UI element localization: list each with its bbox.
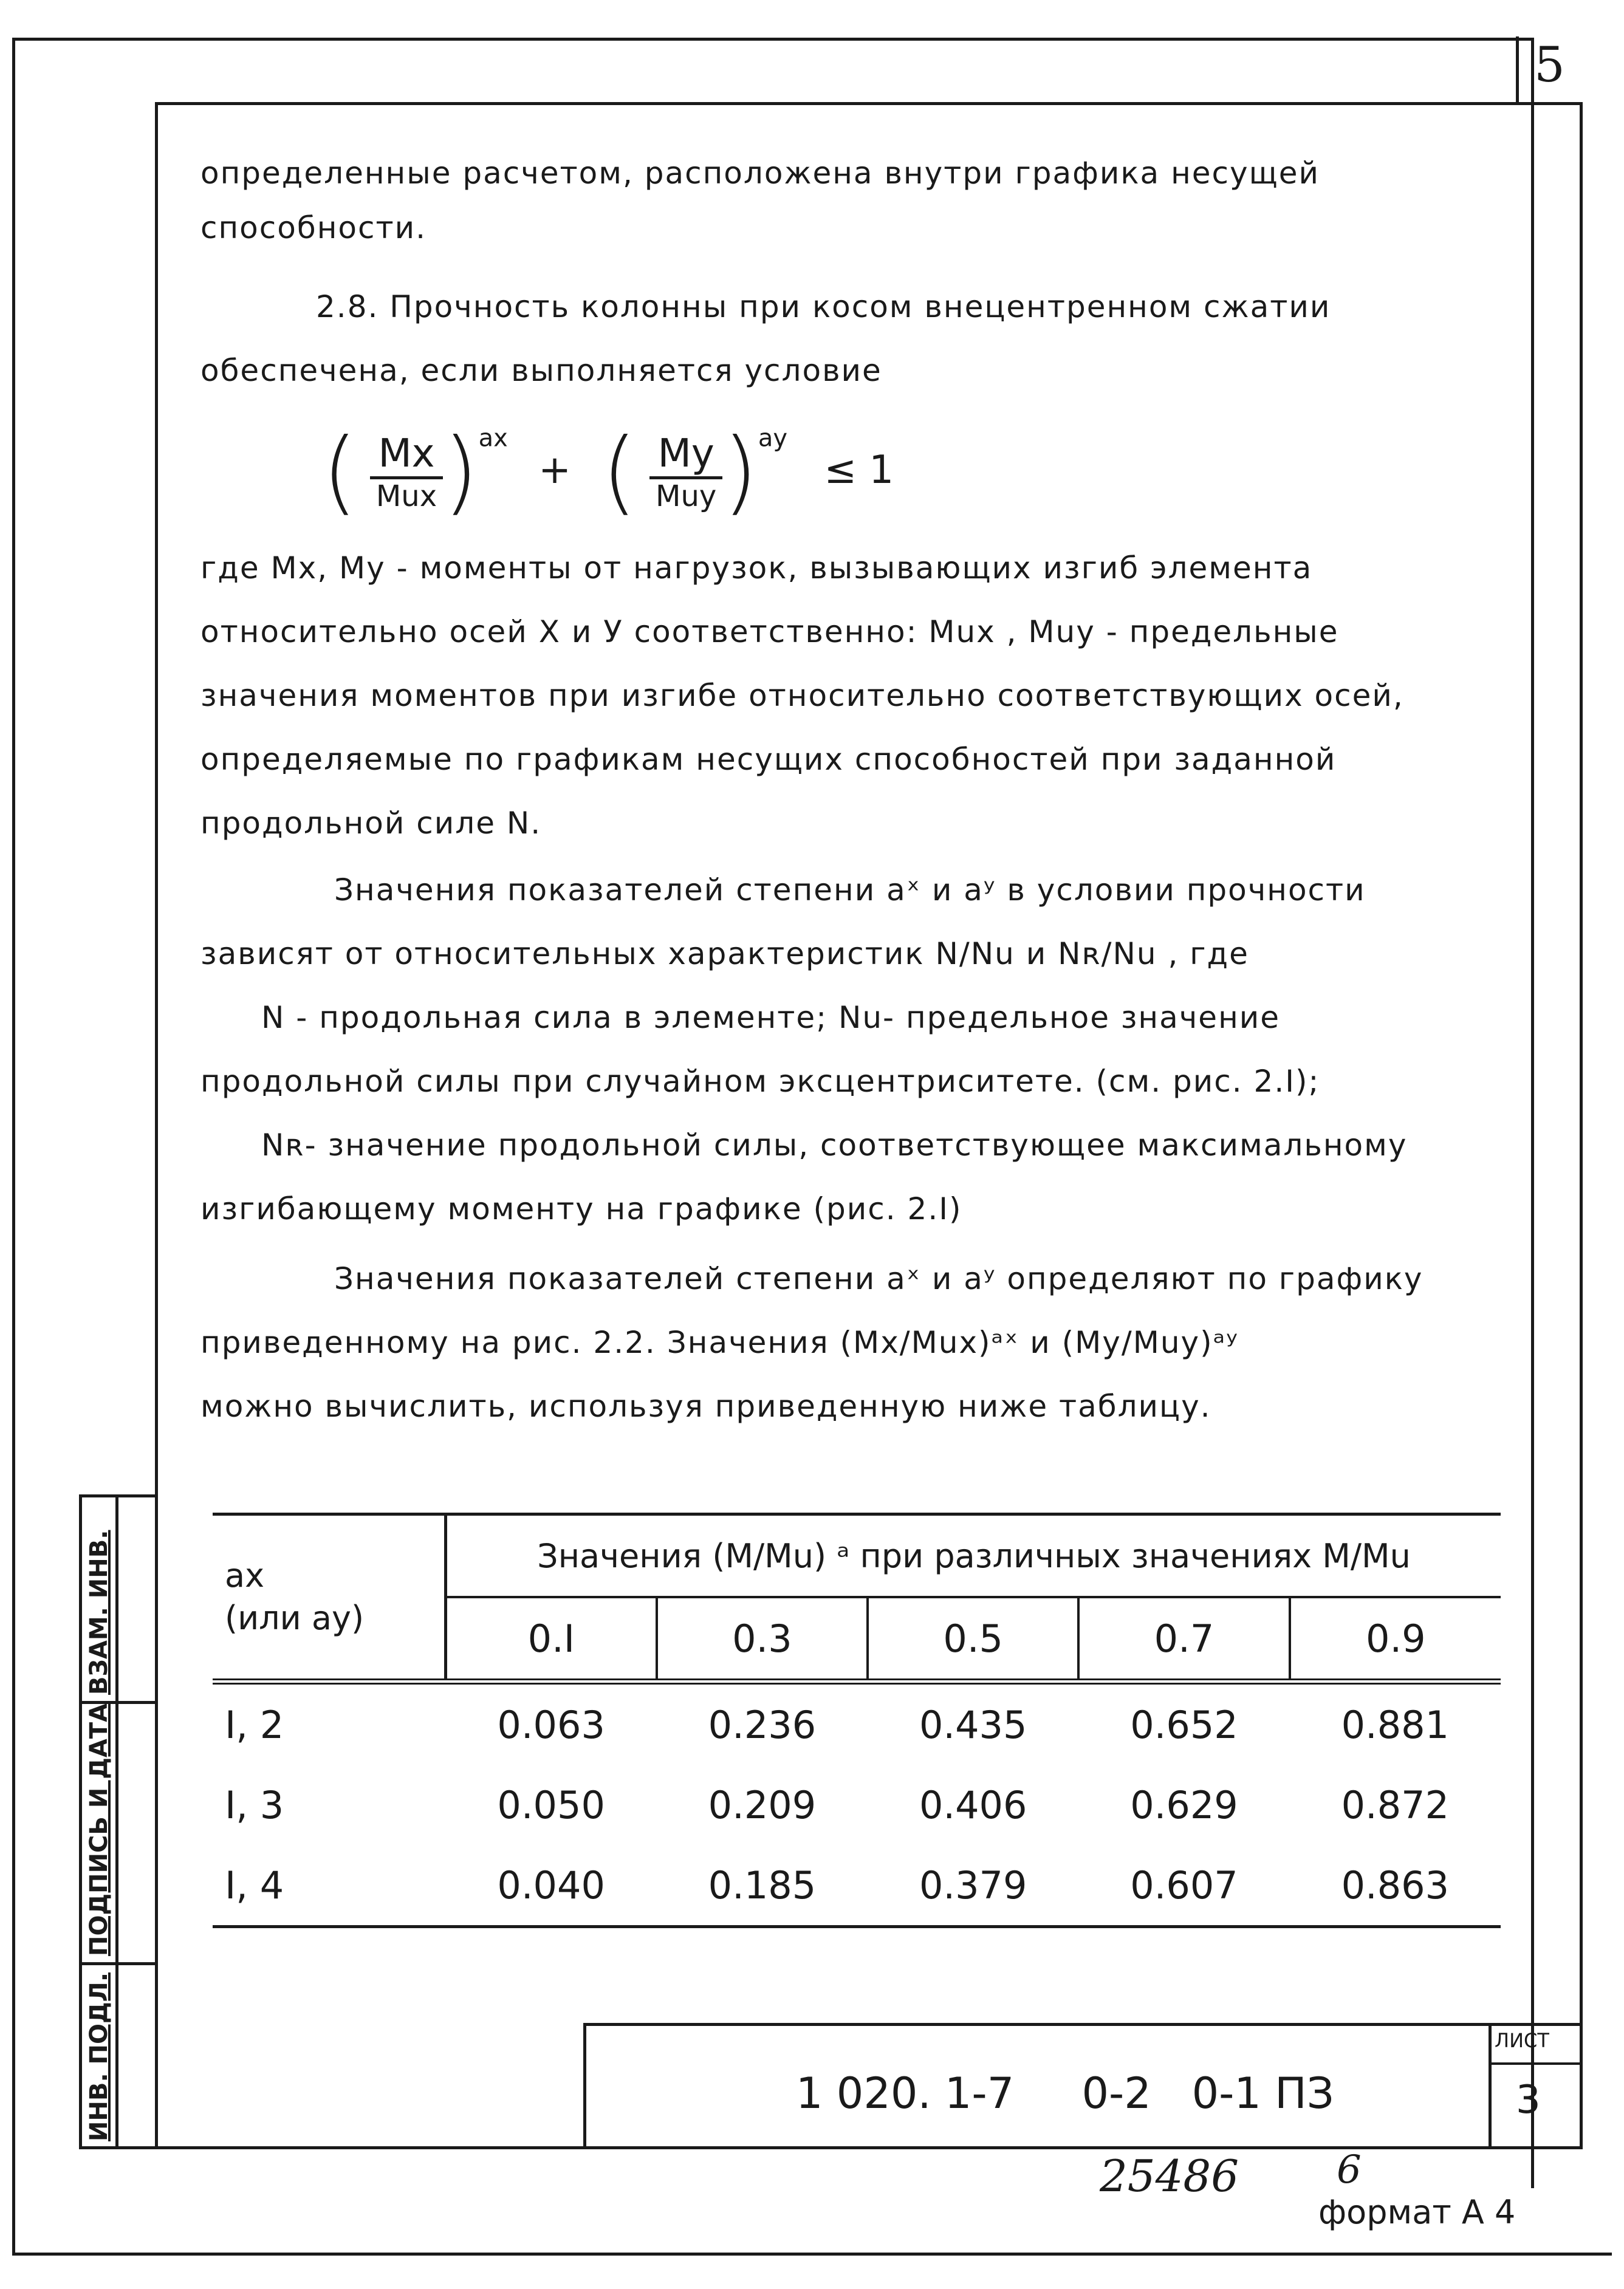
title-block-top xyxy=(583,2023,1583,2026)
handwritten-number: 25486 xyxy=(1100,2150,1239,2202)
row-header-cell: ax (или ay) xyxy=(213,1514,446,1682)
cell: 0.872 xyxy=(1341,1782,1450,1827)
format-label: формат А 4 xyxy=(1318,2193,1516,2231)
table-row xyxy=(213,1765,1501,1845)
p3-line5: продольной силе N. xyxy=(200,806,542,841)
stamp-top xyxy=(79,1494,158,1497)
stamp-left xyxy=(79,1494,82,2149)
fraction-y: $\frac{My}{\text{Muy}}$ xyxy=(649,431,722,513)
table-row xyxy=(213,1845,1501,1927)
inner-frame-top xyxy=(155,102,1583,105)
cell: 0.607 xyxy=(1130,1863,1238,1907)
cell: 0.629 xyxy=(1130,1782,1238,1827)
p4-line2: зависят от относительных характеристик N/Nu и Nʀ/Nu , где xyxy=(200,936,1249,971)
stamp-mid xyxy=(115,1494,118,2149)
p1-line1: определенные расчетом, расположена внутри графика несущей xyxy=(200,156,1320,191)
p3-line2: относительно осей X и У соответственно: Mux , Muy - предельные xyxy=(200,614,1339,649)
p4-line1: Значения показателей степени aˣ и aʸ в условии прочности xyxy=(334,872,1366,908)
column-header: 0.9 xyxy=(1366,1616,1426,1661)
outer-frame-bottom xyxy=(12,2253,1612,2256)
cell: 0.881 xyxy=(1341,1702,1450,1747)
cell: 0.185 xyxy=(708,1863,817,1907)
p4-line4: продольной силы при случайном эксцентриситете. (см. рис. 2.I); xyxy=(200,1064,1320,1099)
fraction-x: $\frac{Mx}{\text{Mux}}$ xyxy=(370,431,443,513)
p3-line1: где Mx, My - моменты от нагрузок, вызывающих изгиб элемента xyxy=(200,550,1313,586)
p2-line1: 2.8. Прочность колонны при косом внецентренном сжатии xyxy=(316,289,1331,324)
sheet-corner-number: 5 xyxy=(1534,36,1565,93)
column-header: 0.5 xyxy=(868,1597,1078,1682)
title-block-list-label-line xyxy=(1489,2062,1583,2065)
handwritten-digit: 6 xyxy=(1337,2147,1362,2192)
cell: 0.050 xyxy=(497,1782,605,1827)
stamp-vzam-label: ВЗАМ. ИНВ. xyxy=(85,1530,113,1695)
cell: 0.063 xyxy=(497,1702,605,1747)
column-header: 0.I xyxy=(446,1597,657,1682)
list-label: ЛИСТ xyxy=(1495,2029,1549,2052)
outer-frame-top xyxy=(12,38,1534,41)
p1-line2: способности. xyxy=(200,210,427,245)
document-code: 1 020. 1-7 0-2 0-1 ПЗ xyxy=(796,2068,1334,2118)
p4-line3: N - продольная сила в элементе; Nu- предельное значение xyxy=(261,1000,1281,1035)
title-block-left xyxy=(583,2023,586,2147)
cell: 0.236 xyxy=(708,1702,817,1747)
p3-line4: определяемые по графикам несущих способностей при заданной xyxy=(200,742,1337,777)
cell: 0.209 xyxy=(708,1782,817,1827)
cell: 0.863 xyxy=(1341,1863,1450,1907)
exponent-values-table xyxy=(213,1513,1501,1928)
p5-line2: приведенному на рис. 2.2. Значения (Mx/Mux)ᵃˣ и (My/Muy)ᵃʸ xyxy=(200,1325,1239,1360)
row-label: I, 4 xyxy=(225,1863,284,1907)
cell: 0.406 xyxy=(919,1782,1027,1827)
column-header: 0.3 xyxy=(657,1597,868,1682)
cell: 0.652 xyxy=(1130,1702,1238,1747)
strength-condition-formula: ( $\frac{Mx}{\text{Mux}}$ )$^{ax}$ + ( $\frac{My}{\text{Muy}}$ )$^{ay}$ ≤ 1 xyxy=(322,419,894,525)
cell: 0.040 xyxy=(497,1863,605,1907)
p3-line3: значения моментов при изгибе относительно соответствующих осей, xyxy=(200,678,1404,713)
row-label: I, 3 xyxy=(225,1782,284,1827)
list-number: 3 xyxy=(1516,2078,1541,2123)
p4-line5: Nʀ- значение продольной силы, соответствующее максимальному xyxy=(261,1127,1408,1163)
cell: 0.435 xyxy=(919,1702,1027,1747)
outer-frame-left xyxy=(12,38,15,2255)
inner-frame-left xyxy=(155,102,158,2149)
outer-frame-right xyxy=(1531,38,1534,2188)
p5-line3: можно вычислить, используя приведенную ниже таблицу. xyxy=(200,1389,1211,1424)
p5-line1: Значения показателей степени aˣ и aʸ определяют по графику xyxy=(334,1261,1424,1296)
row-label: I, 2 xyxy=(225,1702,284,1747)
table-row xyxy=(213,1682,1501,1765)
group-header: Значения (M/Mu) ᵃ при различных значениях M/Mu xyxy=(446,1514,1501,1598)
cell: 0.379 xyxy=(919,1863,1027,1907)
corner-box-left xyxy=(1516,36,1519,104)
stamp-inv-label: ИНВ. ПОДЛ. xyxy=(85,1972,113,2141)
stamp-div2 xyxy=(79,1962,158,1965)
p4-line6: изгибающему моменту на графике (рис. 2.I) xyxy=(200,1191,962,1227)
column-header: 0.7 xyxy=(1078,1597,1289,1682)
title-block-list-divider xyxy=(1489,2023,1492,2147)
stamp-podpis-label: ПОДПИСЬ И ДАТА xyxy=(85,1703,113,1956)
table-header-row xyxy=(213,1514,1501,1598)
p2-line2: обеспечена, если выполняется условие xyxy=(200,353,882,388)
